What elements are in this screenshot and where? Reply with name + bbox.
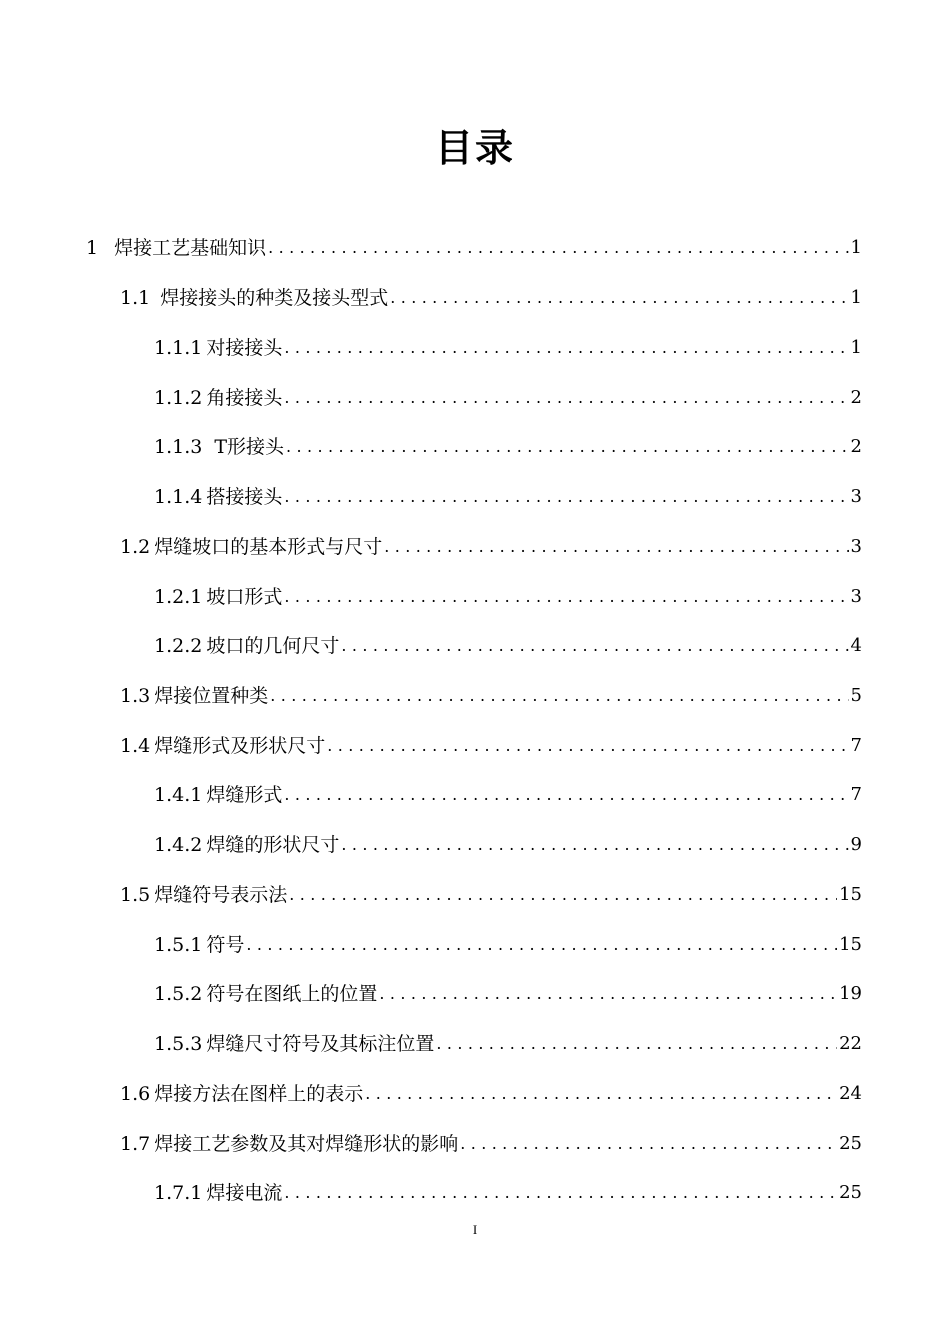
toc-entry[interactable]: [120, 1070, 862, 1118]
toc-entry[interactable]: [154, 324, 862, 372]
toc-number: 1.1.3: [154, 436, 203, 458]
toc-label: 符号在图纸上的位置: [206, 983, 378, 1005]
toc-leader-dots: [365, 1070, 837, 1118]
toc-page-number: 3: [850, 586, 862, 607]
toc-leader-dots: [289, 871, 837, 919]
toc-number: 1.4: [120, 735, 151, 757]
toc-leader-dots: [286, 423, 849, 471]
toc-entry[interactable]: [154, 921, 862, 969]
toc-number: 1.3: [120, 685, 151, 707]
toc-page-number: 5: [850, 685, 862, 706]
toc-leader-dots: [284, 473, 848, 521]
toc-number: 1.7: [120, 1133, 151, 1155]
toc-page-number: 1: [850, 337, 862, 358]
toc-label: 对接接头: [206, 337, 283, 359]
toc-entry[interactable]: [120, 672, 862, 720]
toc-label: 焊缝形式: [206, 784, 283, 806]
toc-leader-dots: [460, 1120, 837, 1168]
toc-entry[interactable]: [154, 374, 862, 422]
toc-leader-dots: [436, 1020, 837, 1068]
toc-page-number: 2: [850, 436, 862, 457]
toc-number: 1.1.1: [154, 337, 203, 359]
toc-entry[interactable]: [154, 423, 862, 471]
toc-leader-dots: [284, 1169, 837, 1217]
page-title: 目录: [434, 126, 515, 170]
toc-label: 焊接方法在图样上的表示: [154, 1083, 364, 1105]
toc-number: 1.1: [120, 287, 151, 309]
toc-page-number: 25: [839, 1133, 862, 1154]
toc-entry[interactable]: [120, 871, 862, 919]
toc-page-number: 7: [850, 735, 862, 756]
toc-entry[interactable]: [154, 622, 862, 670]
toc-leader-dots: [327, 722, 848, 770]
toc-entry[interactable]: [86, 224, 862, 272]
toc-label: 角接接头: [206, 387, 283, 409]
toc-number: 1.1.4: [154, 486, 203, 508]
toc-number: 1: [86, 237, 99, 259]
toc-entry[interactable]: [120, 274, 862, 322]
toc-label: 焊缝的形状尺寸: [206, 834, 340, 856]
toc-label: 焊接位置种类: [154, 685, 269, 707]
toc-label: 焊缝尺寸符号及其标注位置: [206, 1033, 435, 1055]
toc-entry[interactable]: [154, 970, 862, 1018]
toc-page-number: 24: [839, 1083, 862, 1104]
toc-entry[interactable]: [120, 523, 862, 571]
toc-page-number: 4: [850, 635, 862, 656]
toc-leader-dots: [390, 274, 848, 322]
toc-page-number: 1: [850, 287, 862, 308]
toc-page-number: 7: [850, 784, 862, 805]
toc-page-number: 3: [850, 536, 862, 557]
toc-label: 坡口的几何尺寸: [206, 635, 340, 657]
toc-leader-dots: [246, 921, 837, 969]
toc-label: 焊接工艺参数及其对焊缝形状的影响: [154, 1133, 459, 1155]
toc-label: 焊缝形式及形状尺寸: [154, 735, 326, 757]
toc-entry[interactable]: [120, 1120, 862, 1168]
toc-number: 1.7.1: [154, 1182, 203, 1204]
toc-page-number: 25: [839, 1182, 862, 1203]
toc-page-number: 2: [850, 387, 862, 408]
toc-page-number: 19: [839, 983, 862, 1004]
toc-number: 1.5.1: [154, 934, 203, 956]
toc-label: 焊缝坡口的基本形式与尺寸: [154, 536, 383, 558]
toc-number: 1.4.1: [154, 784, 203, 806]
toc-label: 焊接接头的种类及接头型式: [160, 287, 389, 309]
toc-leader-dots: [379, 970, 837, 1018]
toc-number: 1.5: [120, 884, 151, 906]
toc-page-number: 9: [850, 834, 862, 855]
toc-leader-dots: [384, 523, 848, 571]
toc-entry[interactable]: [154, 473, 862, 521]
toc-entry[interactable]: [154, 771, 862, 819]
footer-page-number: I: [472, 1222, 478, 1237]
toc-number: 1.2.1: [154, 586, 203, 608]
toc-label: 焊接工艺基础知识: [114, 237, 267, 259]
toc-page-number: 15: [839, 934, 862, 955]
toc-number: 1.6: [120, 1083, 151, 1105]
toc-page-number: 22: [839, 1033, 862, 1054]
toc-number: 1.5.3: [154, 1033, 203, 1055]
toc-entry[interactable]: [154, 821, 862, 869]
toc-leader-dots: [341, 622, 848, 670]
toc-leader-dots: [270, 672, 848, 720]
toc-page-number: 15: [839, 884, 862, 905]
toc-label: 焊缝符号表示法: [154, 884, 288, 906]
toc-entry[interactable]: [154, 1169, 862, 1217]
toc-leader-dots: [284, 771, 848, 819]
toc-page-number: 1: [850, 237, 862, 258]
toc-leader-dots: [284, 374, 848, 422]
toc-label: 坡口形式: [206, 586, 283, 608]
toc-label: 焊接电流: [206, 1182, 283, 1204]
toc-entry[interactable]: [154, 1020, 862, 1068]
toc-page-number: 3: [850, 486, 862, 507]
toc-leader-dots: [268, 224, 848, 272]
toc-entry[interactable]: [120, 722, 862, 770]
toc-label: 符号: [206, 934, 245, 956]
toc-number: 1.2: [120, 536, 151, 558]
toc-leader-dots: [284, 324, 848, 372]
toc-leader-dots: [284, 573, 848, 621]
toc-label: T形接头: [214, 436, 285, 458]
toc-label: 搭接接头: [206, 486, 283, 508]
toc-number: 1.1.2: [154, 387, 203, 409]
toc-entry[interactable]: [154, 573, 862, 621]
toc-number: 1.4.2: [154, 834, 203, 856]
toc-number: 1.5.2: [154, 983, 203, 1005]
toc-leader-dots: [341, 821, 848, 869]
toc-number: 1.2.2: [154, 635, 203, 657]
